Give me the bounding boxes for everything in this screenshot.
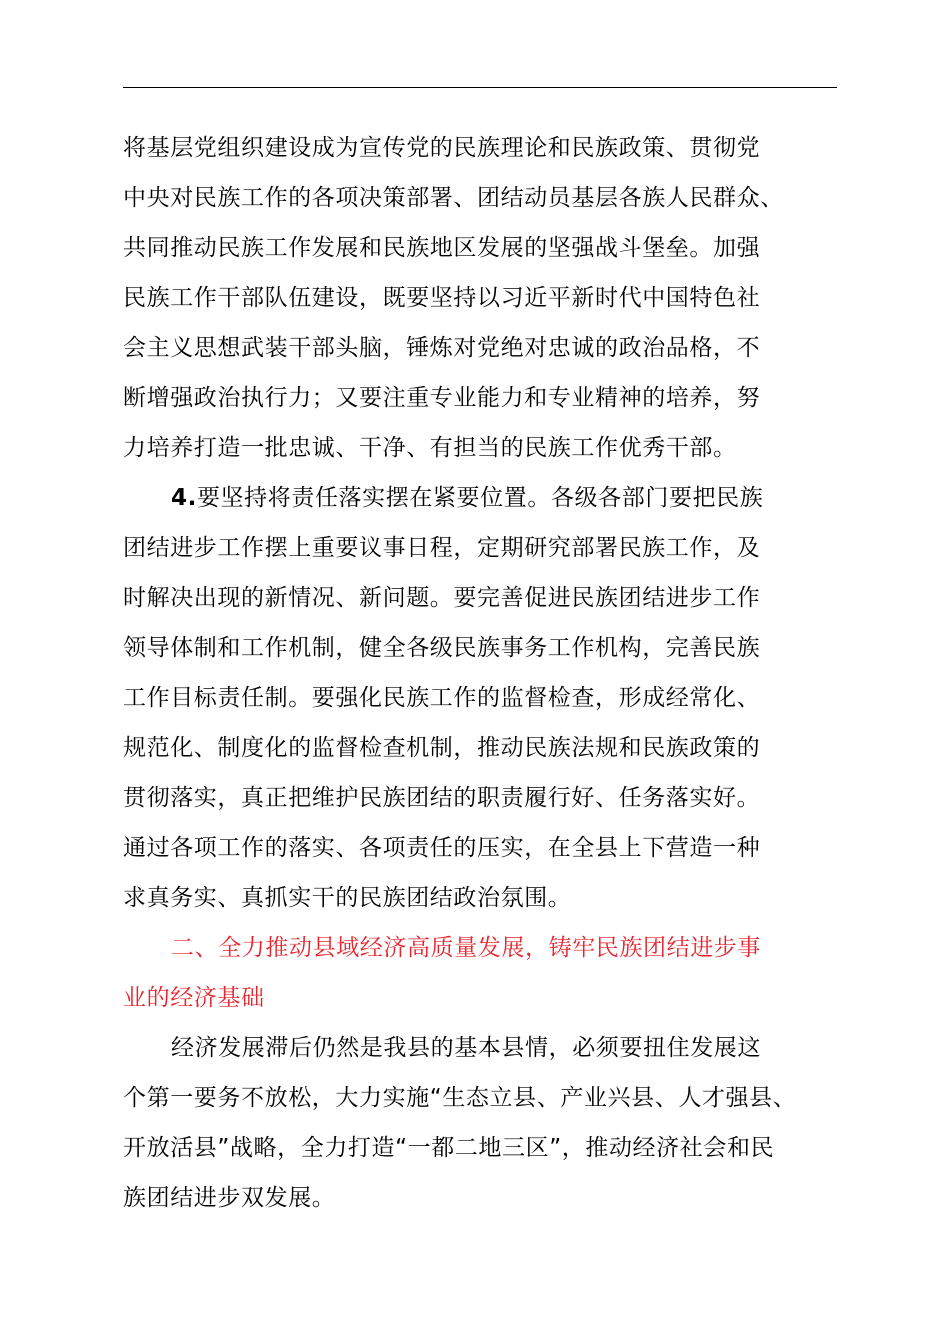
- paragraph-1-line: 会主义思想武装干部头脑，锤炼对党绝对忠诚的政治品格，不: [123, 335, 761, 361]
- paragraph-1-line: 力培养打造一批忠诚、干净、有担当的民族工作优秀干部。: [123, 435, 737, 461]
- paragraph-1-line: 民族工作干部队伍建设，既要坚持以习近平新时代中国特色社: [123, 285, 761, 311]
- paragraph-1-line: 中央对民族工作的各项决策部署、团结动员基层各族人民群众、: [123, 185, 784, 211]
- header-rule: [123, 87, 837, 88]
- paragraph-3-line: 族团结进步双发展。: [123, 1185, 336, 1211]
- paragraph-2-line: 领导体制和工作机制，健全各级民族事务工作机构，完善民族: [123, 635, 761, 661]
- paragraph-1-line: 断增强政治执行力；又要注重专业能力和专业精神的培养，努: [123, 385, 761, 411]
- paragraph-2-line: 规范化、制度化的监督检查机制，推动民族法规和民族政策的: [123, 735, 761, 761]
- paragraph-2-line: 工作目标责任制。要强化民族工作的监督检查，形成经常化、: [123, 685, 761, 711]
- paragraph-2-first-line: [171, 473, 891, 523]
- paragraph-2-line: 时解决出现的新情况、新问题。要完善促进民族团结进步工作: [123, 585, 761, 611]
- paragraph-1-line: 共同推动民族工作发展和民族地区发展的坚强战斗堡垒。加强: [123, 235, 761, 261]
- paragraph-2-line: 贯彻落实，真正把维护民族团结的职责履行好、任务落实好。: [123, 785, 761, 811]
- paragraph-2-line: 通过各项工作的落实、各项责任的压实，在全县上下营造一种: [123, 835, 761, 861]
- paragraph-2-line: 求真务实、真抓实干的民族团结政治氛围。: [123, 885, 572, 911]
- paragraph-3-line: 经济发展滞后仍然是我县的基本县情，必须要扭住发展这: [171, 1035, 761, 1061]
- paragraph-2-first-line-text: 要坚持将责任落实摆在紧要位置。各级各部门要把民族: [196, 485, 764, 511]
- paragraph-1-line: 将基层党组织建设成为宣传党的民族理论和民族政策、贯彻党: [123, 135, 761, 161]
- section-heading-line: 二、全力推动县域经济高质量发展，铸牢民族团结进步事: [171, 935, 761, 961]
- section-heading-line: 业的经济基础: [123, 985, 265, 1011]
- paragraph-2-line: 团结进步工作摆上重要议事日程，定期研究部署民族工作，及: [123, 535, 761, 561]
- paragraph-3-line: 个第一要务不放松，大力实施“生态立县、产业兴县、人才强县、: [123, 1085, 797, 1111]
- paragraph-3-line: 开放活县”战略，全力打造“一都二地三区”，推动经济社会和民: [123, 1135, 775, 1161]
- item-number: 4.: [171, 485, 197, 511]
